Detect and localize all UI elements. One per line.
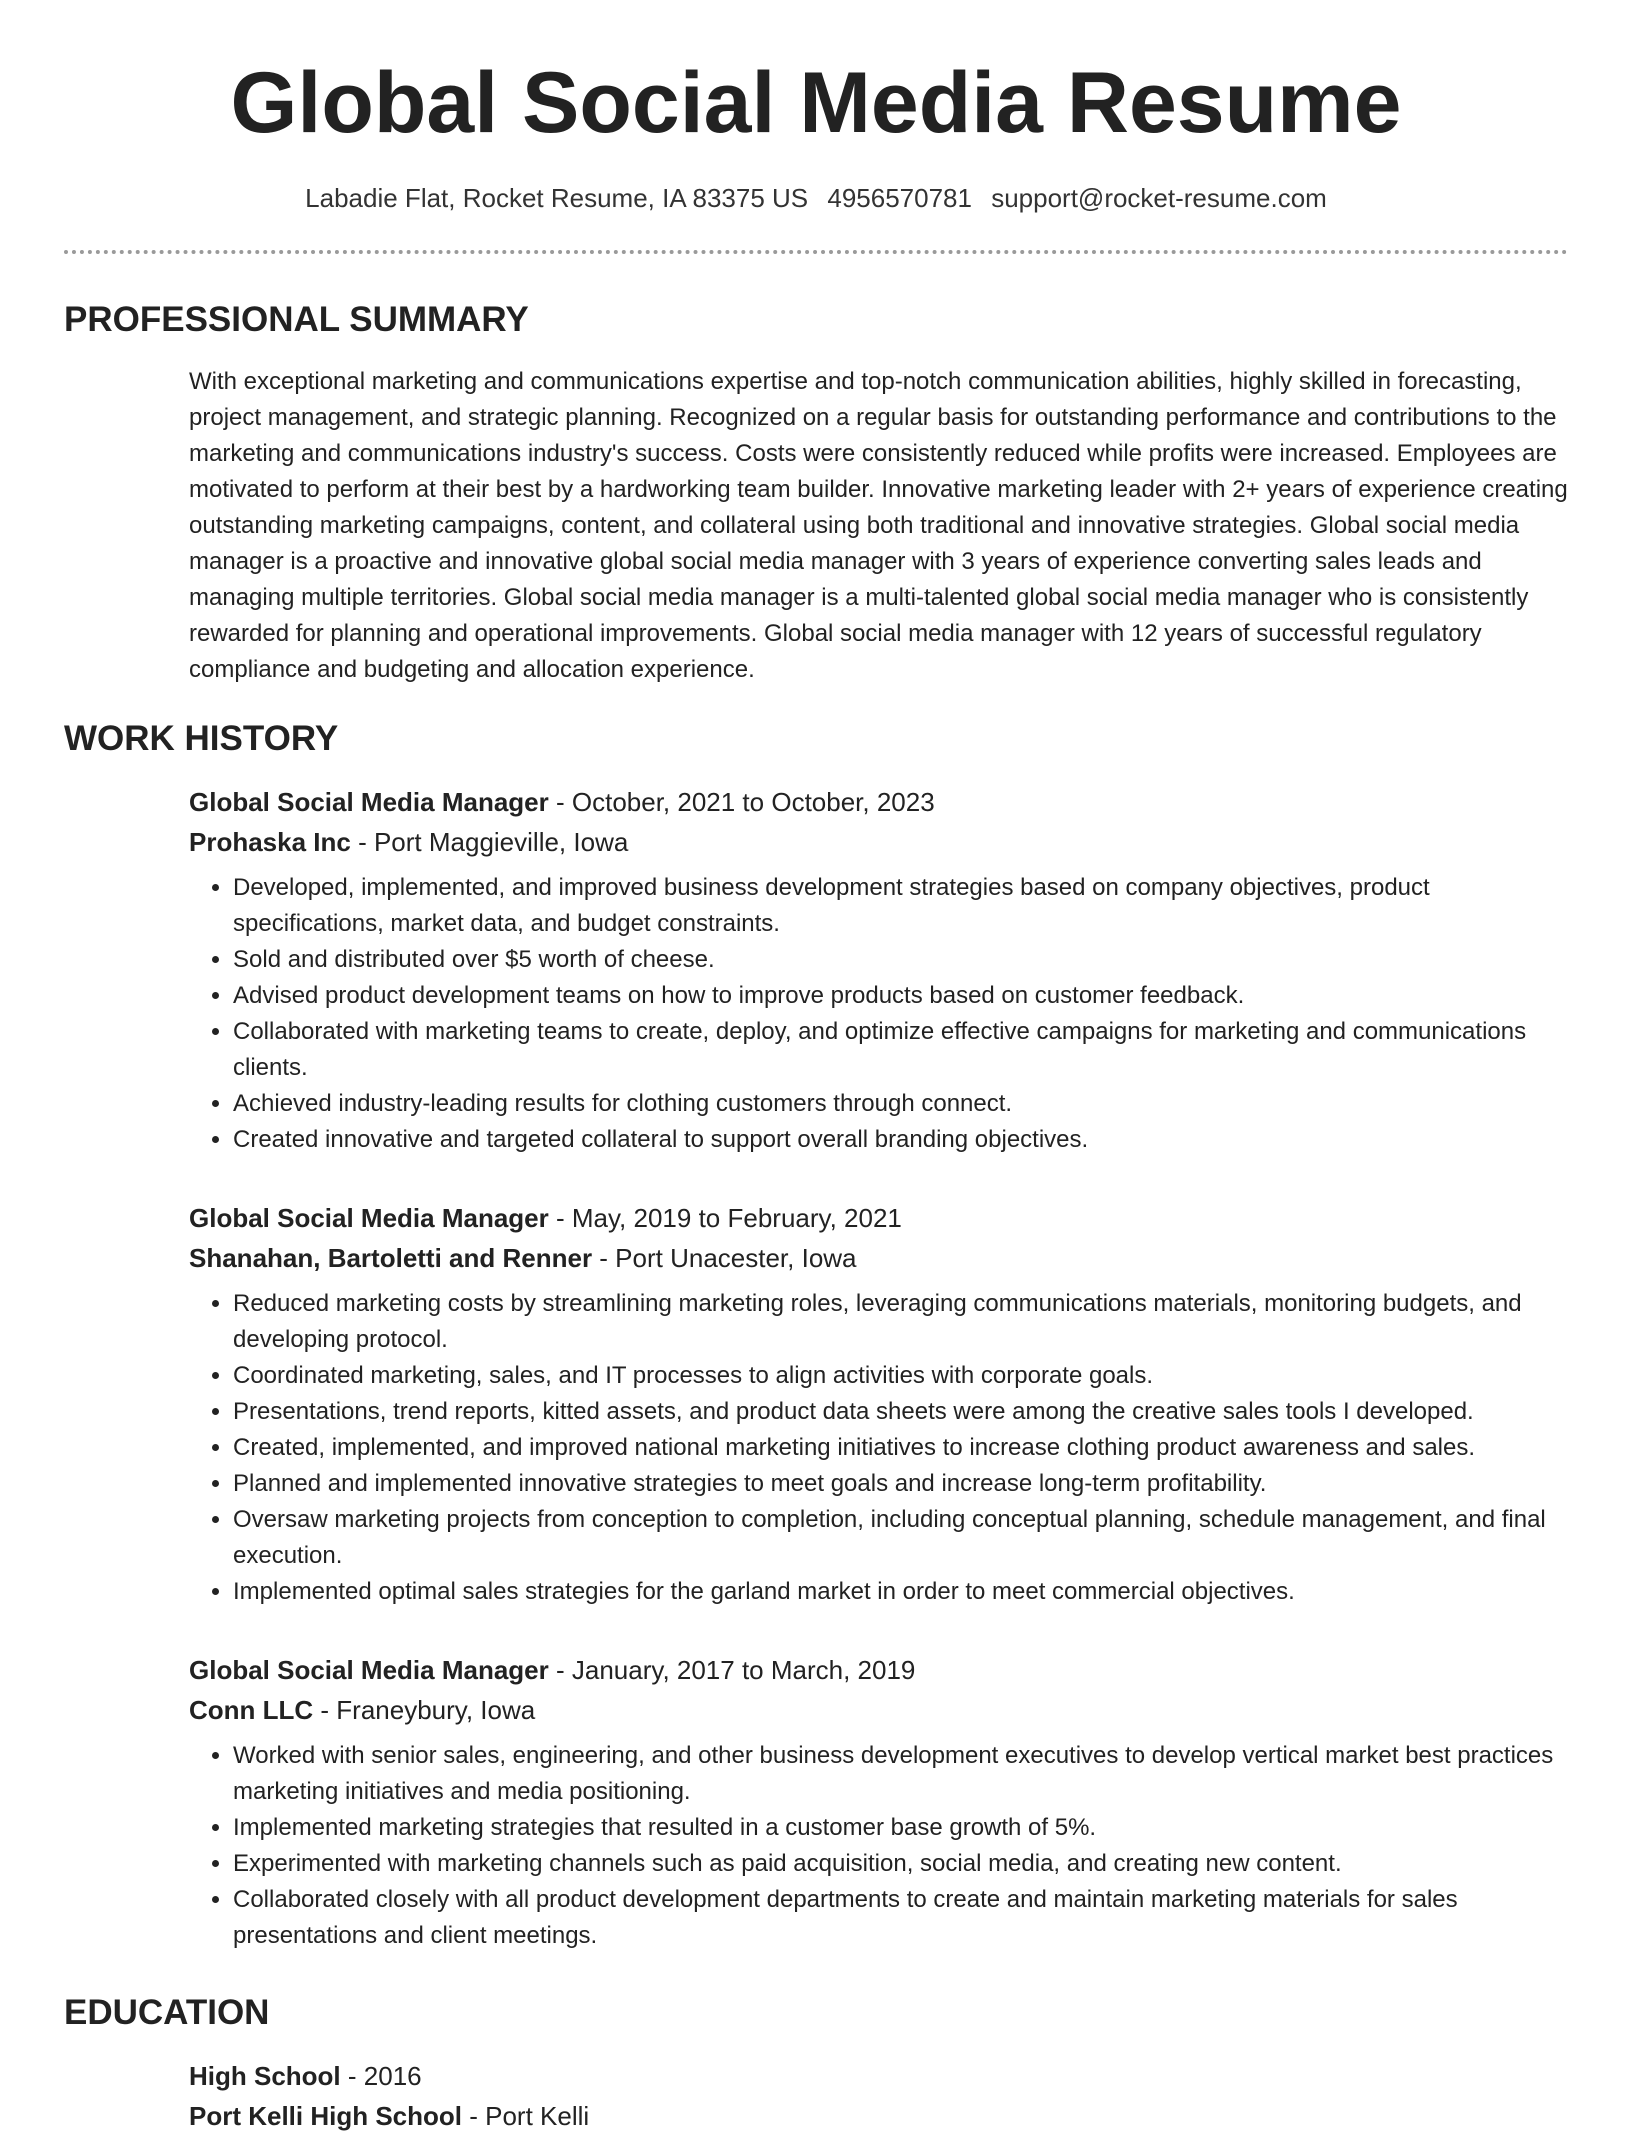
job-location: - Port Maggieville, Iowa (350, 827, 629, 857)
job-company: Shanahan, Bartoletti and Renner (189, 1243, 593, 1273)
job-entry (189, 1198, 1569, 1610)
education-degree-line (189, 2056, 1569, 2096)
job-role: Global Social Media Manager (189, 1655, 549, 1685)
job-dates: - May, 2019 to February, 2021 (548, 1203, 902, 1233)
job-role: Global Social Media Manager (189, 1203, 549, 1233)
contact-address: Labadie Flat, Rocket Resume, IA 83375 US (305, 183, 809, 213)
job-company: Prohaska Inc (189, 827, 351, 857)
job-title-line (189, 782, 1569, 822)
job-bullet: • Achieved industry-leading results for clothing customers through connect. (233, 1086, 1569, 1122)
job-bullet: • Collaborated closely with all product development departments to create and maintain marketing materials for sales presentations and client meetings. (233, 1882, 1569, 1954)
education-heading: EDUCATION (64, 1993, 270, 2032)
job-location: - Franeybury, Iowa (313, 1695, 536, 1725)
summary-text: With exceptional marketing and communications expertise and top-notch communication abilities, highly skilled in forecasting, project management, and strategic planning. Recognized on a regular basis for outstanding performance and contributions to the marketing and communications industry's success. Costs were consistently reduced while profits were increased. Employees are motivated to perform at their best by a hardworking team builder. Innovative marketing leader with 2+ years of experience creating outstanding marketing campaigns, content, and collateral using both traditional and innovative strategies. Global social media manager is a proactive and innovative global social media manager with 3 years of experience converting sales leads and managing multiple territories. Global social media manager is a multi-talented global social media manager who is consistently rewarded for planning and operational improvements. Global social media manager with 12 years of successful regulatory compliance and budgeting and allocation experience. (189, 368, 1568, 683)
job-bullet: • Reduced marketing costs by streamlining marketing roles, leveraging communications materials, monitoring budgets, and developing protocol. (233, 1286, 1569, 1358)
job-company-line (189, 1238, 1569, 1278)
job-bullet: • Created, implemented, and improved national marketing initiatives to increase clothing product awareness and sales. (233, 1430, 1569, 1466)
job-dates: - January, 2017 to March, 2019 (548, 1655, 916, 1685)
job-bullet: • Created innovative and targeted collateral to support overall branding objectives. (233, 1122, 1569, 1158)
job-bullet: • Experimented with marketing channels such as paid acquisition, social media, and creating new content. (233, 1846, 1569, 1882)
education-entry (189, 2056, 1569, 2136)
job-bullet: • Collaborated with marketing teams to create, deploy, and optimize effective campaigns for marketing and communications clients. (233, 1014, 1569, 1086)
job-dates: - October, 2021 to October, 2023 (548, 787, 935, 817)
job-company-line (189, 1690, 1569, 1730)
job-bullet: • Implemented optimal sales strategies for the garland market in order to meet commercial objectives. (233, 1574, 1569, 1610)
job-title-line (189, 1650, 1569, 1690)
job-entry (189, 782, 1569, 1158)
job-bullets (189, 870, 1569, 1158)
header-divider (64, 250, 1568, 254)
job-bullets (189, 1286, 1569, 1610)
job-bullet: • Implemented marketing strategies that resulted in a customer base growth of 5%. (233, 1810, 1569, 1846)
job-role: Global Social Media Manager (189, 787, 549, 817)
job-bullet: • Advised product development teams on how to improve products based on customer feedback. (233, 978, 1569, 1014)
job-company: Conn LLC (189, 1695, 314, 1725)
job-entry (189, 1650, 1569, 1954)
job-bullets (189, 1738, 1569, 1954)
work-history-heading: WORK HISTORY (64, 719, 339, 758)
job-bullet: • Presentations, trend reports, kitted assets, and product data sheets were among the creative sales tools I developed. (233, 1394, 1569, 1430)
resume-name: Global Social Media Resume (230, 55, 1402, 151)
education-degree: High School (189, 2061, 341, 2091)
job-bullet: • Oversaw marketing projects from conception to completion, including conceptual planning, schedule management, and final execution. (233, 1502, 1569, 1574)
education-school-line (189, 2096, 1569, 2136)
summary-heading: PROFESSIONAL SUMMARY (64, 300, 529, 339)
job-title-line (189, 1198, 1569, 1238)
job-location: - Port Unacester, Iowa (592, 1243, 857, 1273)
job-bullet: • Sold and distributed over $5 worth of cheese. (233, 942, 1569, 978)
education-year: - 2016 (340, 2061, 422, 2091)
contact-line (0, 181, 1632, 215)
job-bullet: • Planned and implemented innovative strategies to meet goals and increase long-term profitability. (233, 1466, 1569, 1502)
education-location: - Port Kelli (462, 2101, 590, 2131)
job-bullet: • Worked with senior sales, engineering, and other business development executives to develop vertical market best practices marketing initiatives and media positioning. (233, 1738, 1569, 1810)
contact-email[interactable]: support@rocket-resume.com (991, 183, 1327, 213)
education-school: Port Kelli High School (189, 2101, 463, 2131)
job-bullet: • Coordinated marketing, sales, and IT processes to align activities with corporate goals. (233, 1358, 1569, 1394)
job-company-line (189, 822, 1569, 862)
job-bullet: • Developed, implemented, and improved business development strategies based on company objectives, product specifications, market data, and budget constraints. (233, 870, 1569, 942)
contact-phone: 4956570781 (827, 183, 972, 213)
